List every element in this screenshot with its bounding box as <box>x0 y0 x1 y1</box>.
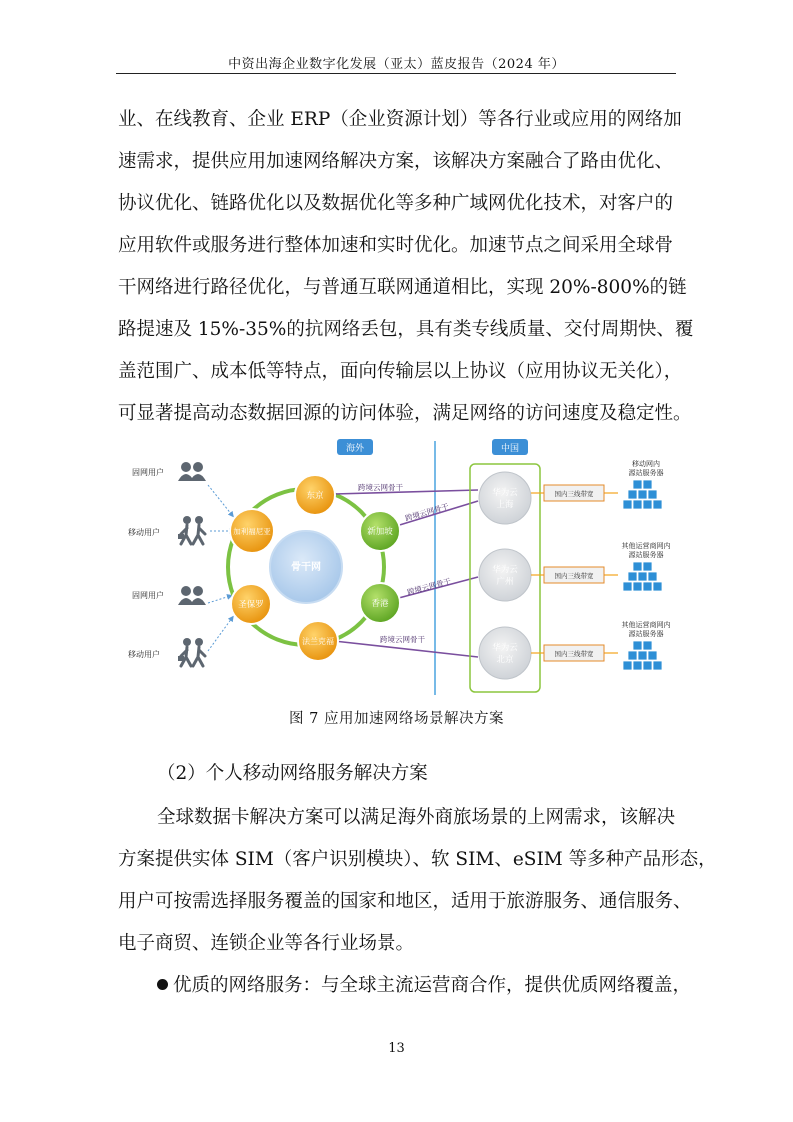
node-label: 加利福尼亚 <box>233 527 271 536</box>
node-california <box>230 509 274 553</box>
figure-caption: 图 7 应用加速网络场景解决方案 <box>289 711 504 727</box>
people-icon <box>178 462 206 481</box>
bullet-icon <box>157 979 168 990</box>
server-label: 移动网内 <box>632 460 660 468</box>
user-label: 移动用户 <box>128 650 160 659</box>
cloud-node-beijing <box>479 627 531 679</box>
bandwidth-label: 国内三线带宽 <box>554 650 594 658</box>
node-label: 圣保罗 <box>238 600 264 610</box>
bandwidth-box <box>544 567 604 583</box>
server-label: 其他运营商网内 <box>621 621 671 629</box>
paragraph-line: 业、在线教育、企业 ERP（企业资源计划）等各行业或应用的网络加 <box>118 109 682 130</box>
node-hongkong <box>360 583 400 623</box>
paragraph-line: 应用软件或服务进行整体加速和实时优化。加速节点之间采用全球骨 <box>118 235 674 256</box>
people-icon <box>178 586 206 605</box>
node-label: 东京 <box>306 491 324 501</box>
paragraph-line: 方案提供实体 SIM（客户识别模块）、软 SIM、eSIM 等多种产品形态， <box>118 849 717 870</box>
cloud-city: 上海 <box>496 500 514 510</box>
walking-people-icon <box>178 638 205 666</box>
bandwidth-box <box>544 645 604 661</box>
paragraph-line: 电子商贸、连锁企业等各行业场景。 <box>118 933 415 954</box>
region-label-china: 中国 <box>500 444 520 454</box>
user-mobile-1 <box>128 516 205 544</box>
server-label: 源站服务器 <box>628 469 664 477</box>
origin-server-1 <box>623 459 664 509</box>
cloud-node-guangzhou <box>479 549 531 601</box>
paragraph-line: 可显著提高动态数据回源的访问体验，满足网络的访问速度及稳定性。 <box>118 403 692 424</box>
paragraph-line: 全球数据卡解决方案可以满足海外商旅场景的上网需求，该解决 <box>157 807 676 828</box>
page-number: 13 <box>388 1041 405 1056</box>
node-singapore <box>360 511 400 551</box>
bullet-text: 优质的网络服务：与全球主流运营商合作，提供优质网络覆盖， <box>173 975 692 996</box>
origin-server-2 <box>622 541 671 591</box>
bandwidth-label: 国内三线带宽 <box>554 572 594 580</box>
cloud-label: 华为云 <box>492 488 518 498</box>
backbone-label: 骨干网 <box>291 562 321 573</box>
bandwidth-label: 国内三线带宽 <box>554 490 594 498</box>
link-label: 跨境云网骨干 <box>406 576 452 597</box>
server-label: 源站服务器 <box>628 630 664 638</box>
user-fixed-2 <box>132 586 206 605</box>
node-label: 香港 <box>371 599 389 609</box>
server-cubes-icon <box>623 562 662 591</box>
origin-server-3 <box>622 620 671 670</box>
cloud-label: 华为云 <box>492 565 518 575</box>
link-label: 跨境云网骨干 <box>358 483 403 492</box>
cloud-city: 北京 <box>496 655 514 665</box>
paragraph-line: 用户可按需选择服务覆盖的国家和地区，适用于旅游服务、通信服务、 <box>118 891 692 912</box>
node-label: 法兰克福 <box>302 637 334 646</box>
link-label: 跨境云网骨干 <box>380 635 425 644</box>
paragraph-line: 协议优化、链路优化以及数据优化等多种广域网优化技术，对客户的 <box>118 193 674 214</box>
network-diagram <box>118 433 686 700</box>
user-label: 移动用户 <box>128 528 160 537</box>
running-header: 中资出海企业数字化发展（亚太）蓝皮报告（2024 年） <box>228 57 565 72</box>
walking-people-icon <box>178 516 205 544</box>
server-label: 源站服务器 <box>628 551 664 559</box>
server-cubes-icon <box>623 641 662 670</box>
paragraph-line: 速需求，提供应用加速网络解决方案，该解决方案融合了路由优化、 <box>118 151 674 172</box>
server-label: 其他运营商网内 <box>621 542 671 550</box>
server-cubes-icon <box>623 480 662 509</box>
region-label-overseas: 海外 <box>345 444 365 454</box>
node-label: 新加坡 <box>367 527 393 537</box>
node-saopaulo <box>231 584 271 624</box>
node-frankfurt <box>298 621 338 661</box>
cloud-label: 华为云 <box>492 643 518 653</box>
user-fixed-1 <box>132 462 206 481</box>
cloud-node-shanghai <box>479 472 531 524</box>
link-label: 跨境云网骨干 <box>404 501 450 523</box>
user-mobile-2 <box>128 638 205 666</box>
header-rule <box>116 73 676 74</box>
bandwidth-box <box>544 485 604 501</box>
user-label: 固网用户 <box>132 591 164 600</box>
bullet-item <box>157 971 691 997</box>
user-label: 固网用户 <box>132 468 164 477</box>
cloud-city: 广州 <box>496 577 514 587</box>
section-heading: （2）个人移动网络服务解决方案 <box>157 763 428 784</box>
paragraph-line: 路提速及 15%-35%的抗网络丢包，具有类专线质量、交付周期快、覆 <box>118 319 694 340</box>
node-tokyo <box>295 475 335 515</box>
paragraph-line: 干网络进行路径优化，与普通互联网通道相比，实现 20%-800%的链 <box>118 277 687 298</box>
paragraph-line: 盖范围广、成本低等特点，面向传输层以上协议（应用协议无关化）， <box>118 361 683 382</box>
